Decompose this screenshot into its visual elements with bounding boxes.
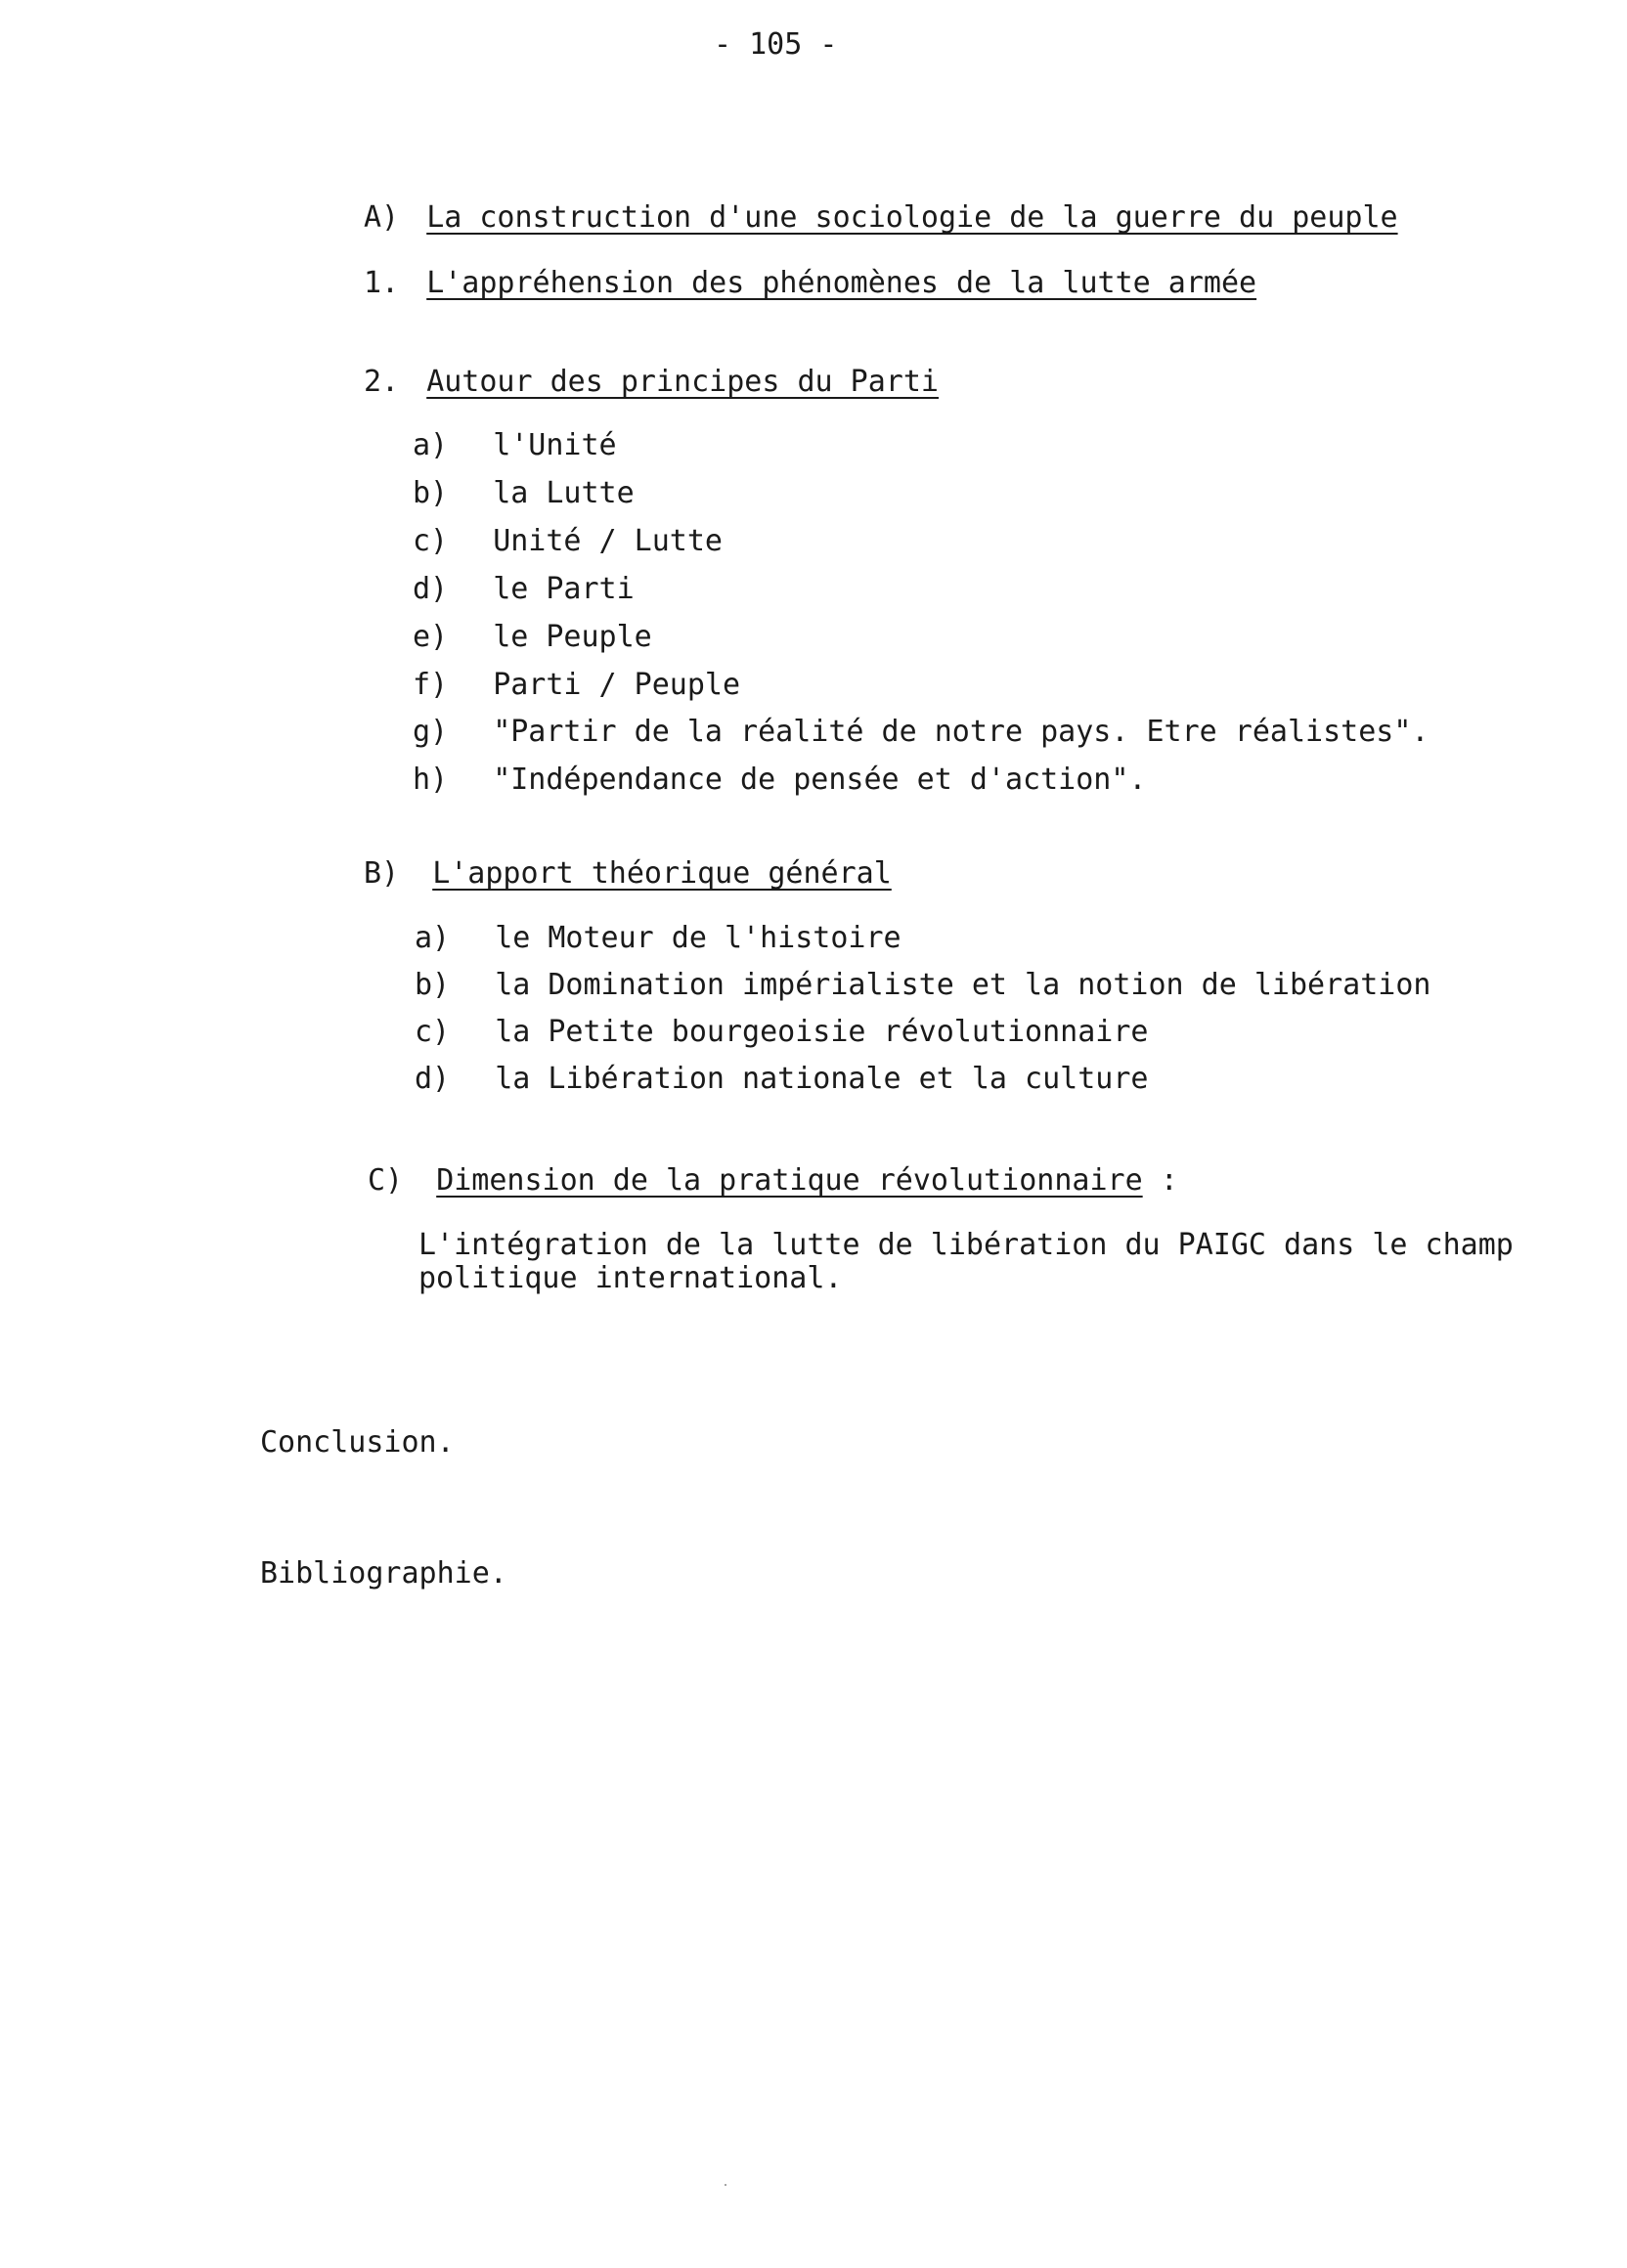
section-c-marker: C) bbox=[368, 1163, 404, 1198]
bibliography-heading: Bibliographie. bbox=[260, 1556, 507, 1591]
section-c-title: Dimension de la pratique révolutionnaire bbox=[436, 1163, 1143, 1198]
list-item bbox=[413, 715, 1429, 750]
list-item bbox=[415, 921, 901, 956]
list-item-text: la Lutte bbox=[493, 476, 635, 510]
subsection-1-title: L'appréhension des phénomènes de la lutte armée bbox=[426, 266, 1257, 300]
list-item-marker: a) bbox=[415, 921, 451, 955]
list-item-text: la Domination impérialiste et la notion de libération bbox=[495, 968, 1431, 1002]
subsection-1-heading bbox=[364, 266, 1256, 301]
section-c-body-line-1: L'intégration de la lutte de libération du PAIGC dans le champ bbox=[418, 1228, 1514, 1262]
section-b-marker: B) bbox=[364, 856, 400, 891]
list-item bbox=[415, 1062, 1148, 1097]
list-item-marker: f) bbox=[413, 668, 449, 702]
list-item-text: l'Unité bbox=[493, 428, 617, 462]
list-item-text: la Libération nationale et la culture bbox=[495, 1062, 1149, 1096]
subsection-2-heading bbox=[364, 365, 939, 400]
section-a-marker: A) bbox=[364, 200, 400, 235]
section-a-heading bbox=[364, 200, 1398, 236]
list-item bbox=[415, 968, 1430, 1003]
section-c-body-line-2: politique international. bbox=[418, 1261, 843, 1295]
subsection-1-marker: 1. bbox=[364, 266, 400, 300]
page-number: - 105 - bbox=[714, 27, 838, 62]
section-c-heading bbox=[368, 1163, 1178, 1199]
list-item-marker: b) bbox=[413, 476, 449, 510]
list-item-text: le Peuple bbox=[493, 620, 652, 654]
scan-speck bbox=[725, 2184, 726, 2186]
section-b-heading bbox=[364, 856, 892, 892]
list-item bbox=[413, 476, 635, 511]
list-item bbox=[413, 668, 740, 703]
list-item bbox=[413, 572, 635, 607]
list-item-marker: h) bbox=[413, 763, 449, 797]
list-item-marker: e) bbox=[413, 620, 449, 654]
list-item-marker: b) bbox=[415, 968, 451, 1002]
list-item-marker: a) bbox=[413, 428, 449, 462]
section-a-title: La construction d'une sociologie de la guerre du peuple bbox=[426, 200, 1398, 235]
conclusion-heading: Conclusion. bbox=[260, 1425, 455, 1460]
list-item-text: "Partir de la réalité de notre pays. Etre réalistes". bbox=[493, 715, 1429, 749]
list-item bbox=[415, 1015, 1148, 1050]
list-item-text: "Indépendance de pensée et d'action". bbox=[493, 763, 1147, 797]
subsection-2-marker: 2. bbox=[364, 365, 400, 399]
section-b-title: L'apport théorique général bbox=[432, 856, 892, 891]
list-item-marker: c) bbox=[415, 1015, 451, 1049]
section-c-title-suffix: : bbox=[1142, 1163, 1178, 1198]
list-item bbox=[413, 524, 723, 559]
list-item bbox=[413, 428, 617, 463]
subsection-2-title: Autour des principes du Parti bbox=[426, 365, 939, 399]
list-item-text: Unité / Lutte bbox=[493, 524, 723, 558]
list-item-text: Parti / Peuple bbox=[493, 668, 741, 702]
list-item bbox=[413, 620, 652, 655]
list-item-marker: g) bbox=[413, 715, 449, 749]
list-item bbox=[413, 763, 1146, 798]
list-item-marker: c) bbox=[413, 524, 449, 558]
list-item-text: la Petite bourgeoisie révolutionnaire bbox=[495, 1015, 1149, 1049]
list-item-marker: d) bbox=[413, 572, 449, 606]
list-item-text: le Moteur de l'histoire bbox=[495, 921, 901, 955]
list-item-marker: d) bbox=[415, 1062, 451, 1096]
list-item-text: le Parti bbox=[493, 572, 635, 606]
